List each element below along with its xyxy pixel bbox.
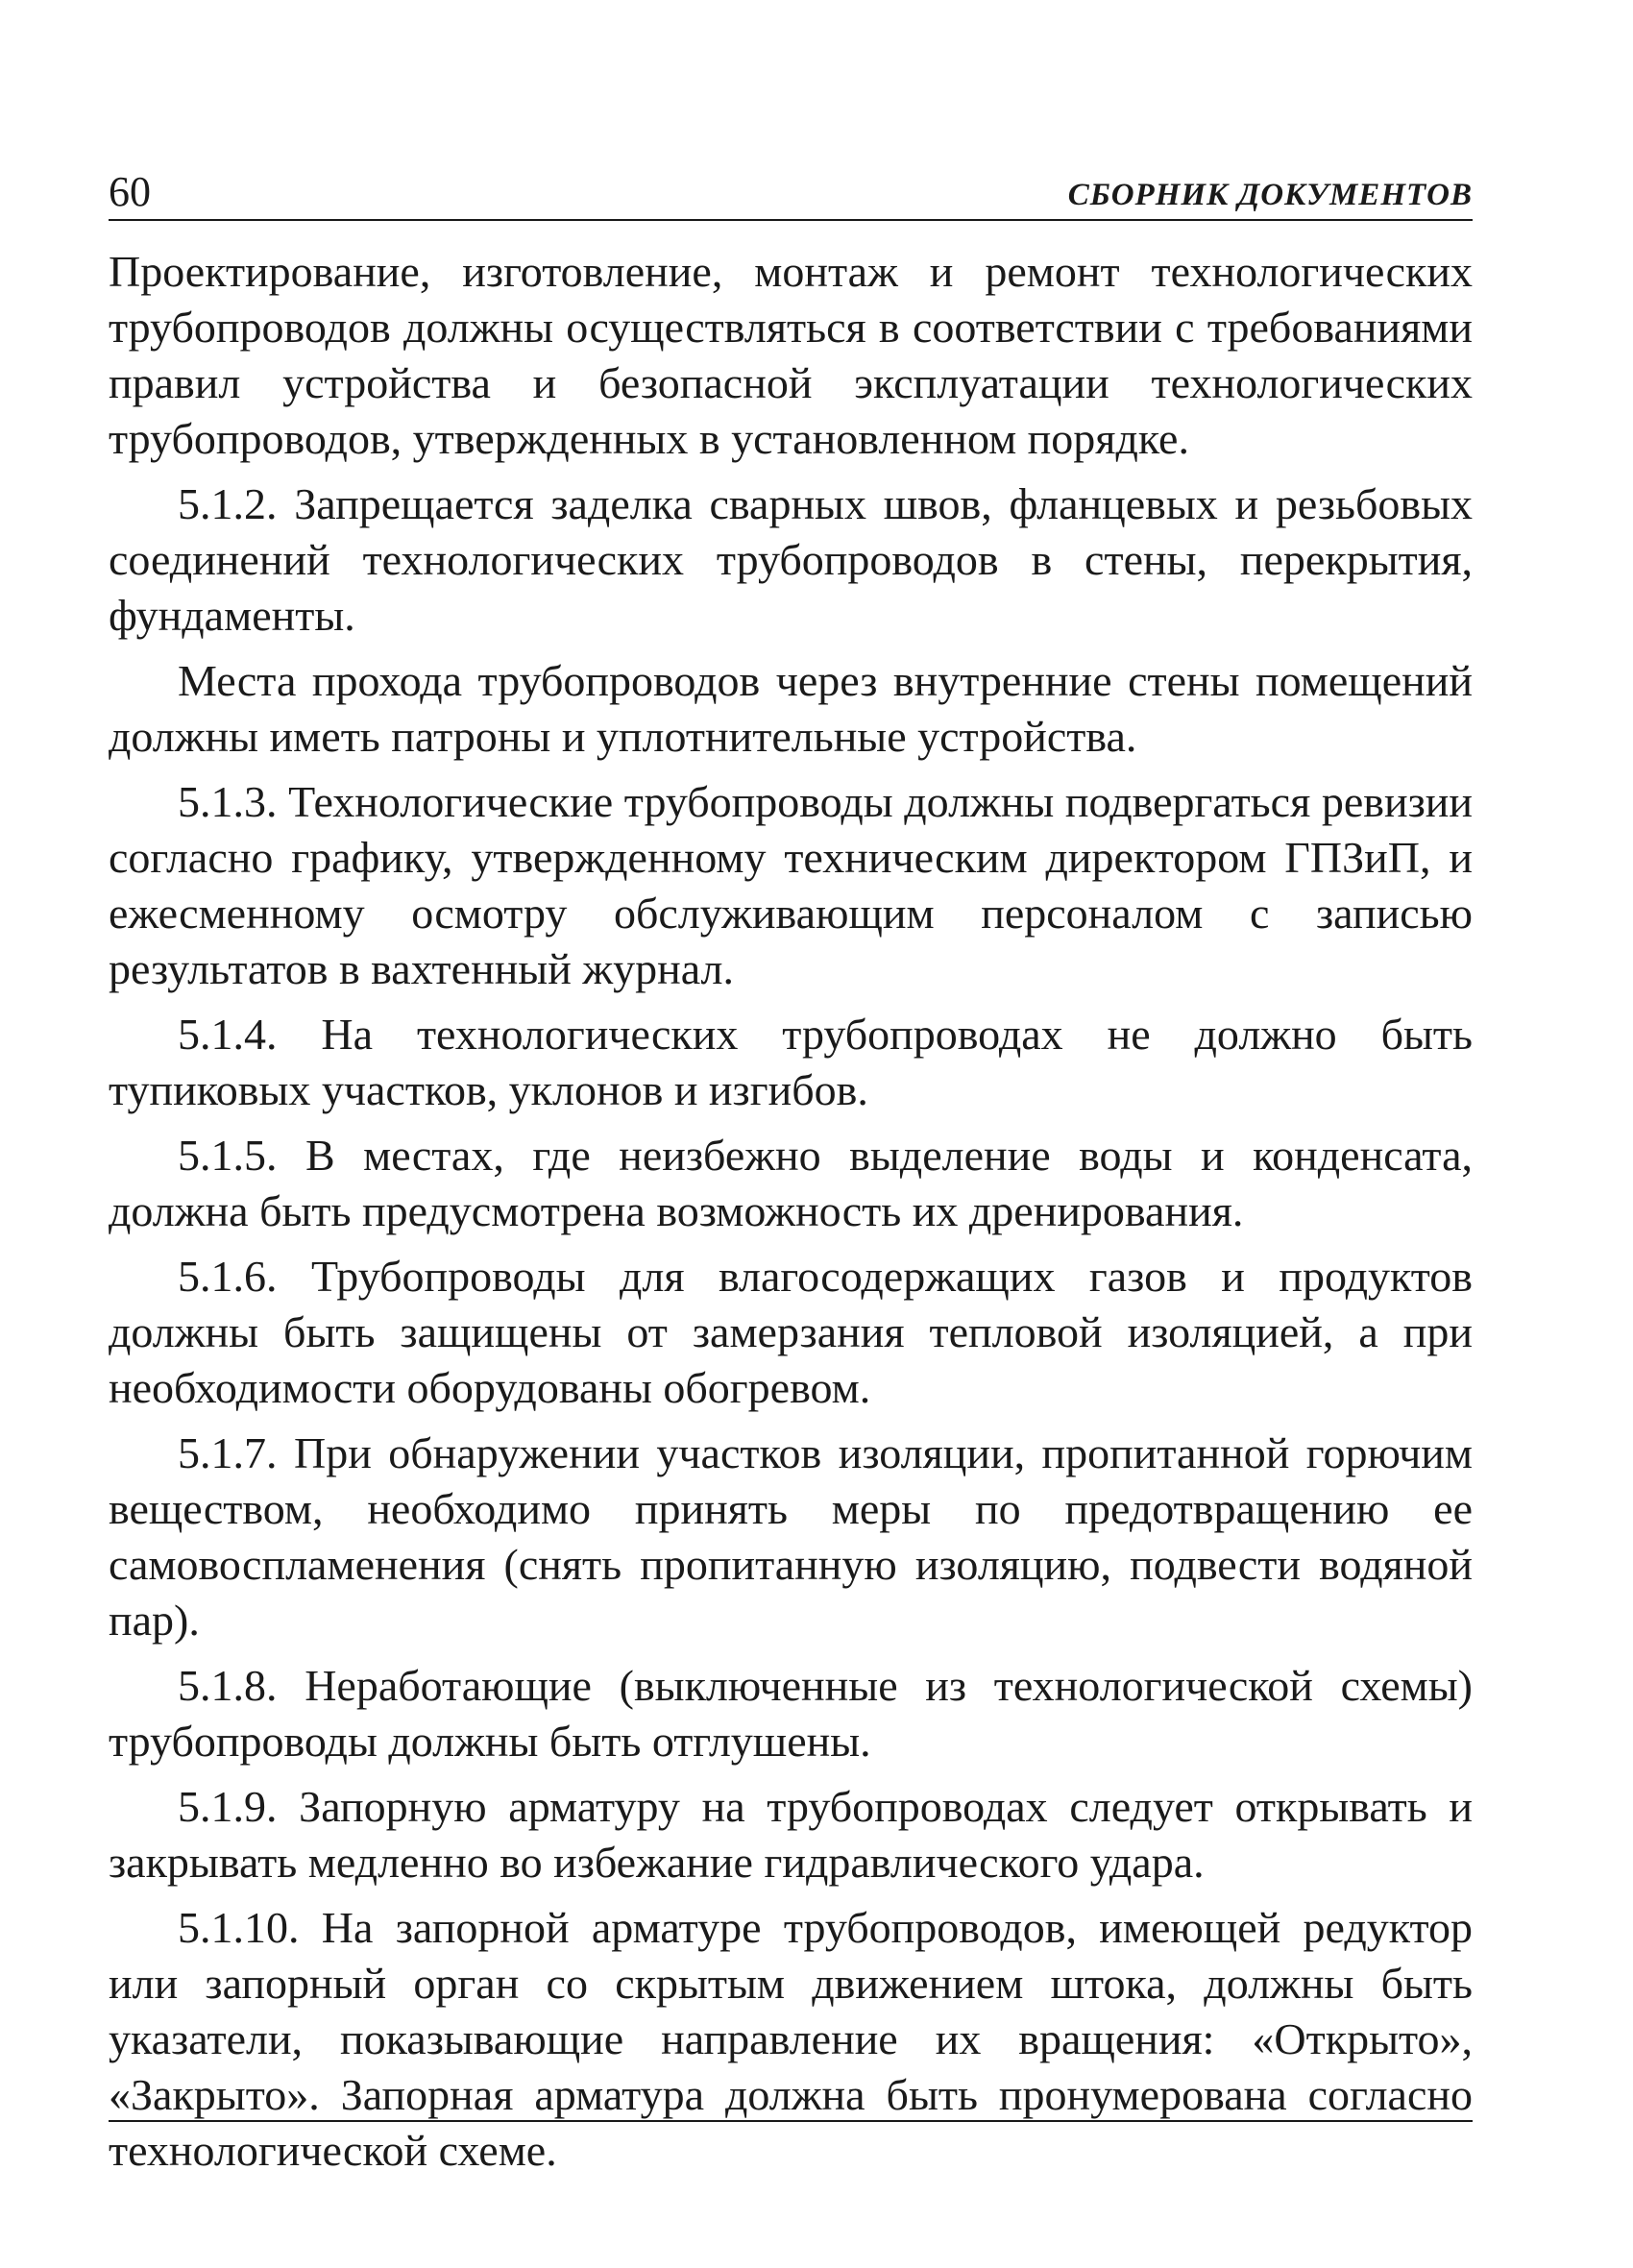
- paragraph-5-1-7: 5.1.7. При обнаружении участков изоляции, пропитанной горючим веществом, необходимо принять меры по предотвращению ее самовоспламенения (снять пропитанную изоляцию, подвести водяной пар).: [109, 1428, 1473, 1645]
- paragraph-5-1-10: 5.1.10. На запорной арматуре трубопроводов, имеющей редуктор или запорный орган со скрытым движением штока, должны быть указатели, показывающие направление их вращения: «Открыто», «Закрыто». Запорная арматура должна быть пронумерована согласно технологической схеме.: [109, 1903, 1473, 2175]
- page-number: 60: [109, 168, 151, 215]
- body-text: [109, 244, 1473, 2188]
- paragraph-5-1-2: 5.1.2. Запрещается заделка сварных швов, фланцевых и резьбовых соединений технологических трубопроводов в стены, перекрытия, фундаменты.: [109, 479, 1473, 640]
- paragraph-5-1-8: 5.1.8. Неработающие (выключенные из технологической схемы) трубопроводы должны быть отглушены.: [109, 1661, 1473, 1766]
- paragraph-5-1-4: 5.1.4. На технологических трубопроводах не должно быть тупиковых участков, уклонов и изгибов.: [109, 1010, 1473, 1114]
- paragraph-5-1-6: 5.1.6. Трубопроводы для влагосодержащих газов и продуктов должны быть защищены от замерзания тепловой изоляцией, а при необходимости оборудованы обогревом.: [109, 1252, 1473, 1412]
- footer-divider: [109, 2120, 1473, 2122]
- paragraph-continuation: Проектирование, изготовление, монтаж и ремонт технологических трубопроводов должны осуществляться в соответствии с требованиями правил устройства и безопасной эксплуатации технологических трубопроводов, утвержденных в установленном порядке.: [109, 247, 1473, 463]
- paragraph-5-1-5: 5.1.5. В местах, где неизбежно выделение воды и конденсата, должна быть предусмотрена возможность их дренирования.: [109, 1131, 1473, 1235]
- page-header: [109, 165, 1473, 219]
- paragraph-5-1-3: 5.1.3. Технологические трубопроводы должны подвергаться ревизии согласно графику, утвержденному техническим директором ГПЗиП, и ежесменному осмотру обслуживающим персоналом с записью результатов в вахтенный журнал.: [109, 777, 1473, 993]
- paragraph-5-1-9: 5.1.9. Запорную арматуру на трубопроводах следует открывать и закрывать медленно во избежание гидравлического удара.: [109, 1782, 1473, 1887]
- running-title: СБОРНИК ДОКУМЕНТОВ: [1067, 178, 1473, 212]
- header-divider: [109, 219, 1473, 221]
- paragraph-5-1-2-passages: Места прохода трубопроводов через внутренние стены помещений должны иметь патроны и уплотнительные устройства.: [109, 656, 1473, 761]
